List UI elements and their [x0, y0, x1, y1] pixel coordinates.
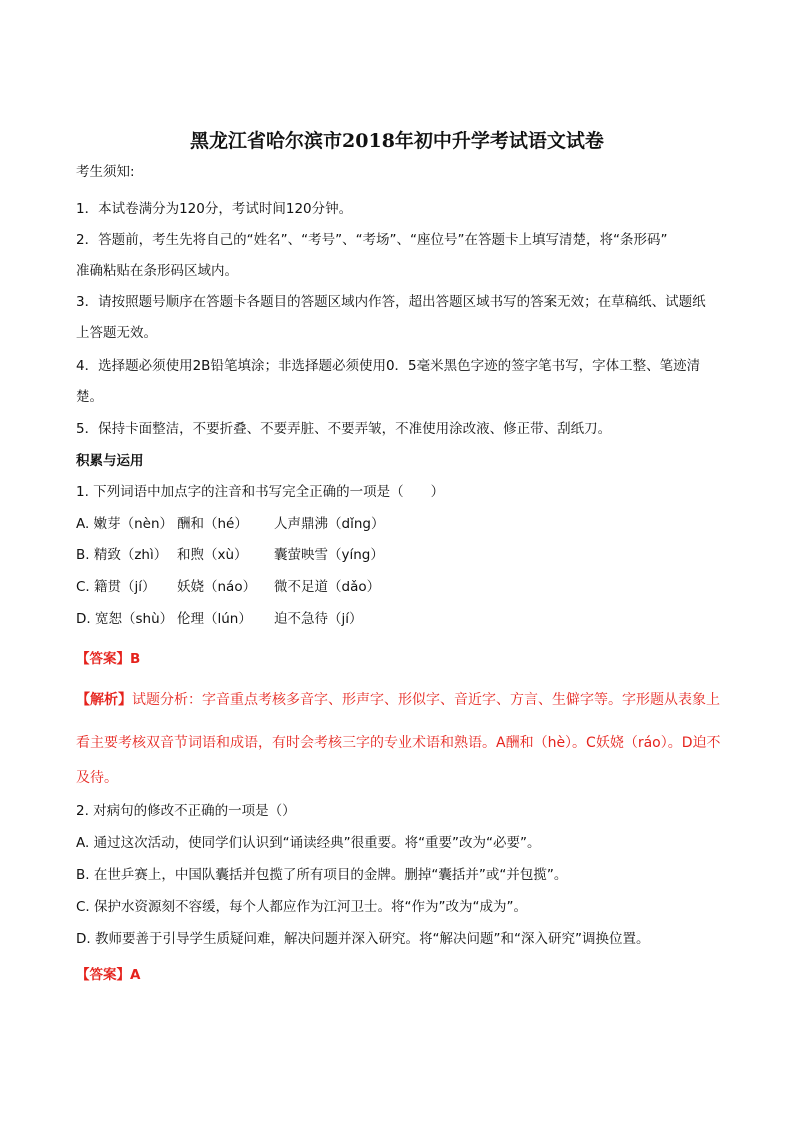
q1-analysis-text-1: 试题分析：字音重点考核多音字、形声字、形似字、音近字、方言、生僻字等。字形题从表象上 — [132, 692, 720, 708]
q1-option-b-word1: B. 精致（zhì） — [76, 547, 168, 563]
q1-stem: 1. 下列词语中加点字的注音和书写完全正确的一项是（ ） — [76, 484, 445, 500]
q1-option-d-word1: D. 宽恕（shù） — [76, 611, 174, 627]
q2-option-d: D. 教师要善于引导学生质疑问难，解决问题并深入研究。将“解决问题”和“深入研究”调换位置。 — [76, 931, 650, 947]
notice-line-3b: 上答题无效。 — [76, 325, 157, 341]
notice-heading: 考生须知: — [76, 164, 135, 180]
notice-line-2: 2．答题前，考生先将自己的“姓名”、“考号”、“考场”、“座位号”在答题卡上填写清楚，将“条形码” — [76, 232, 668, 248]
q1-answer: 【答案】B — [76, 651, 141, 667]
q1-option-d-word2: 伦理（lún） — [177, 611, 252, 627]
q1-option-d-word3: 迫不急待（jí） — [274, 611, 363, 627]
q1-option-d — [76, 609, 363, 629]
q1-option-b — [76, 545, 384, 565]
q1-option-a-word2: 酬和（hé） — [177, 516, 248, 532]
q2-option-b: B. 在世乒赛上，中国队囊括并包揽了所有项目的金牌。删掉“囊括并”或“并包揽”。 — [76, 867, 568, 883]
q1-option-b-word2: 和煦（xù） — [177, 547, 248, 563]
q1-option-a — [76, 514, 384, 534]
notice-line-5: 5．保持卡面整洁，不要折叠、不要弄脏、不要弄皱，不准使用涂改液、修正带、刮纸刀。 — [76, 421, 612, 437]
q2-stem: 2. 对病句的修改不正确的一项是（） — [76, 803, 296, 819]
notice-line-3: 3．请按照题号顺序在答题卡各题目的答题区域内作答，超出答题区域书写的答案无效；在草稿纸、试题纸 — [76, 294, 706, 310]
q1-analysis-tag: 【解析】 — [76, 692, 132, 708]
q1-analysis-line-3: 及待。 — [76, 770, 118, 786]
q1-analysis-line-2: 看主要考核双音节词语和成语，有时会考核三字的专业术语和熟语。A酬和（hè）。C妖娆（ráo）。D迫不 — [76, 735, 721, 751]
section-heading: 积累与运用 — [76, 453, 144, 469]
q1-option-c-word3: 微不足道（dǎo） — [274, 579, 381, 595]
q1-option-b-word3: 囊萤映雪（yíng） — [274, 547, 384, 563]
notice-line-1: 1．本试卷满分为120分，考试时间120分钟。 — [76, 201, 353, 217]
q1-option-a-word3: 人声鼎沸（dǐng） — [274, 516, 385, 532]
notice-line-2b: 准确粘贴在条形码区域内。 — [76, 263, 238, 279]
q1-option-c — [76, 577, 380, 597]
q1-option-c-word1: C. 籍贯（jí） — [76, 579, 156, 595]
q1-analysis-line-1 — [76, 690, 720, 710]
q1-option-c-word2: 妖娆（náo） — [177, 579, 257, 595]
q2-answer: 【答案】A — [76, 967, 141, 983]
q1-option-a-word1: A. 嫩芽（nèn） — [76, 516, 173, 532]
notice-line-4b: 楚。 — [76, 389, 103, 405]
notice-line-4: 4．选择题必须使用2B铅笔填涂；非选择题必须使用0．5毫米黑色字迹的签字笔书写，字体工整、笔迹清 — [76, 358, 701, 374]
q2-option-c: C. 保护水资源刻不容缓，每个人都应作为江河卫士。将“作为”改为“成为”。 — [76, 899, 527, 915]
exam-title: 黑龙江省哈尔滨市2018年初中升学考试语文试卷 — [190, 130, 604, 152]
q2-option-a: A. 通过这次活动，使同学们认识到“诵读经典”很重要。将“重要”改为“必要”。 — [76, 835, 541, 851]
